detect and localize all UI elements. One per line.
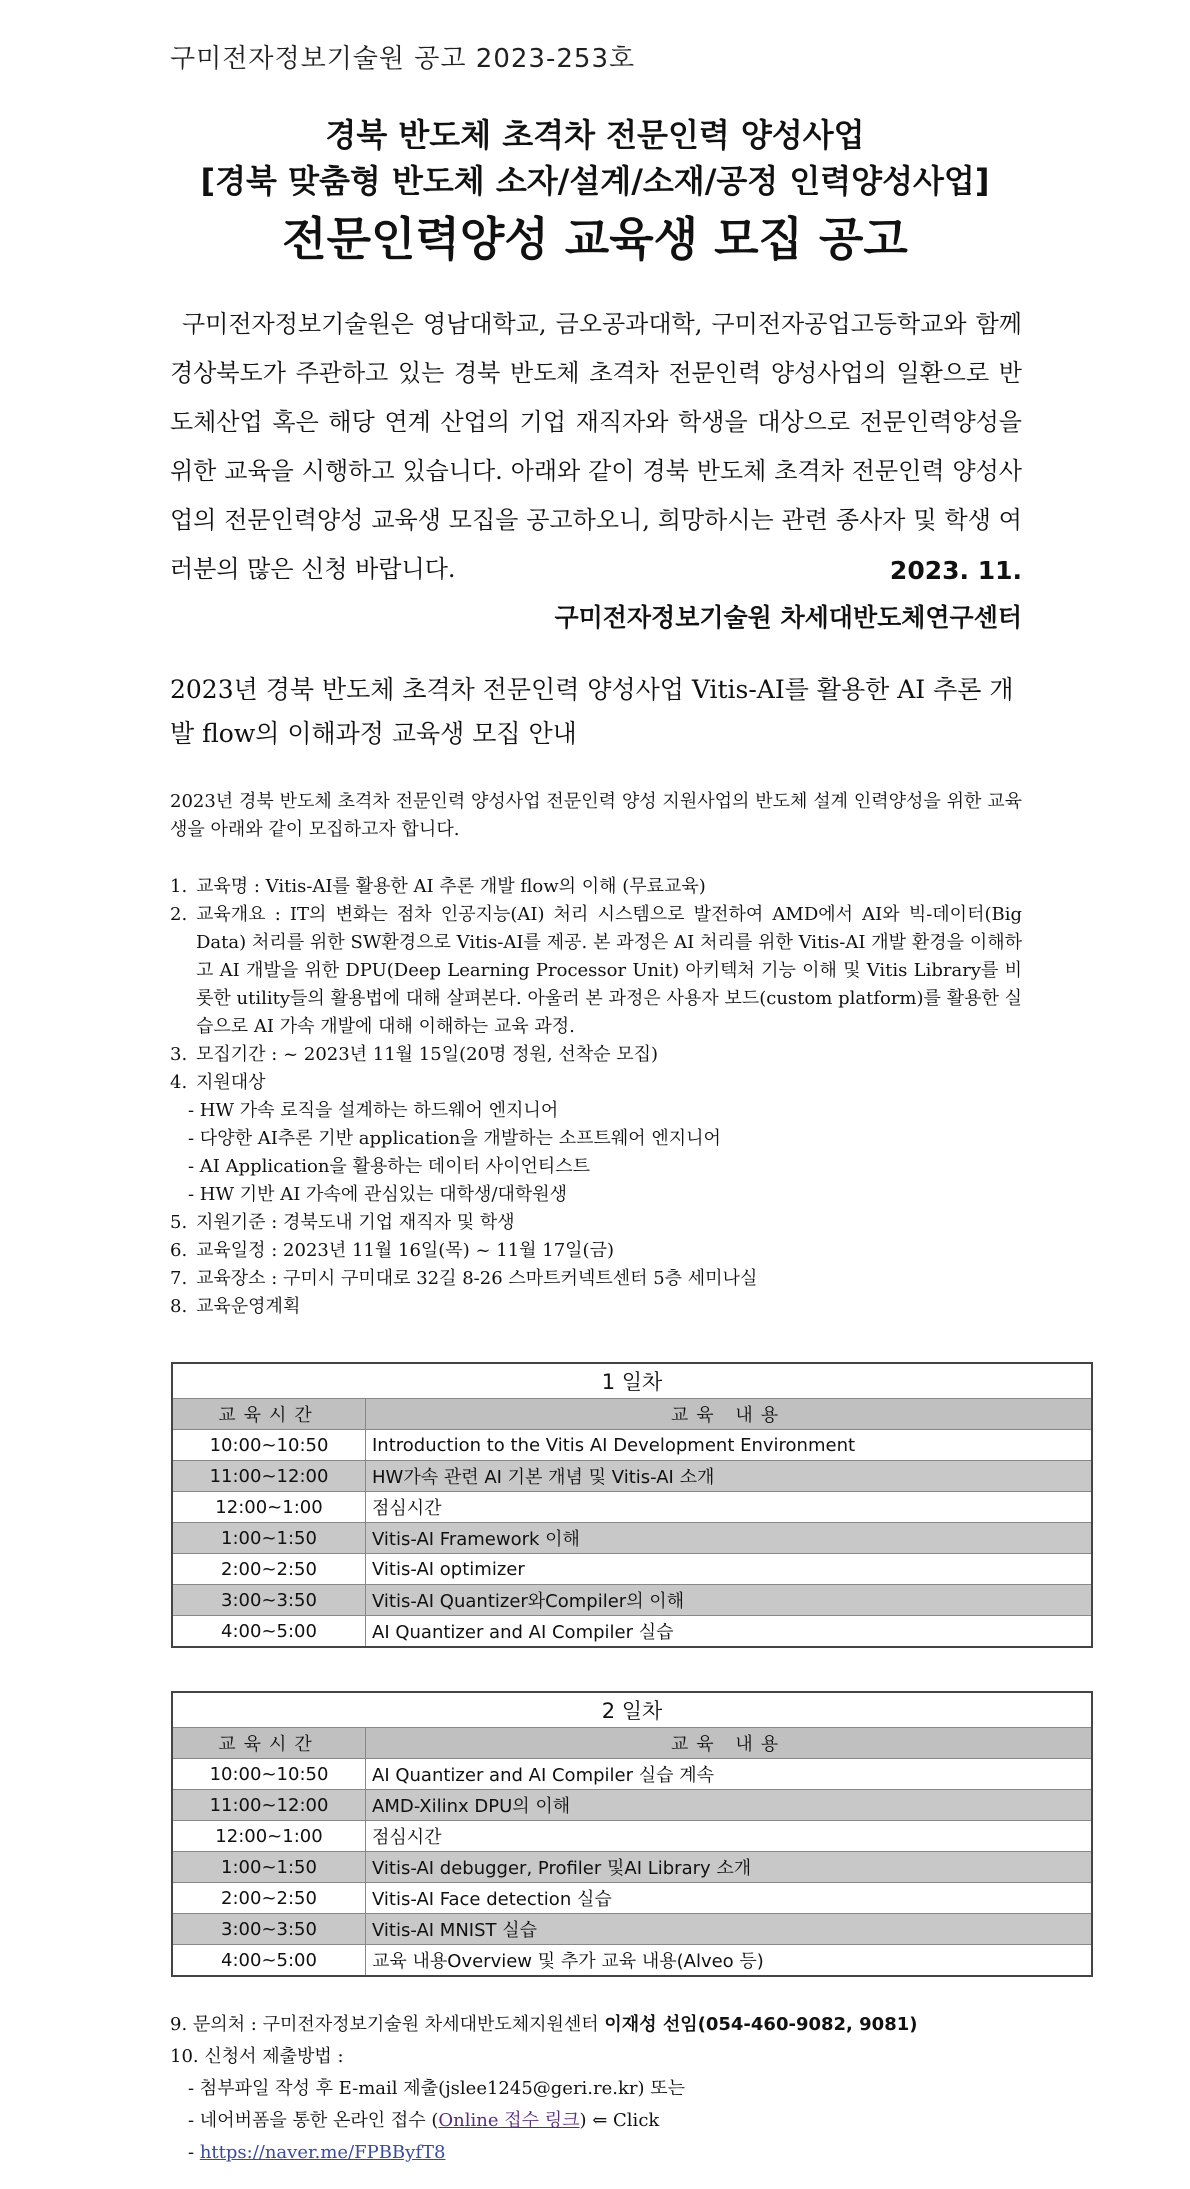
list-item xyxy=(170,1041,1022,1069)
url-dash: - xyxy=(188,2142,200,2163)
row-content: 점심시간 xyxy=(366,1492,1093,1523)
title-block xyxy=(0,112,1190,272)
submission-label: 신청서 제출방법 : xyxy=(204,2046,344,2067)
row-content: AI Quantizer and AI Compiler 실습 xyxy=(366,1616,1093,1648)
schedule-table-day1 xyxy=(171,1362,1093,1648)
intro-paragraph: 구미전자정보기술원은 영남대학교, 금오공과대학, 구미전자공업고등학교와 함께 경상북도가 주관하고 있는 경북 반도체 초격차 전문인력 양성사업의 일환으로 반도체산업 혹은 해당 연계 산업의 기업 재직자와 학생을 대상으로 전문인력양성을 위한 교육을 시행하고 있습니다. 아래와 같이 경북 반도체 초격차 전문인력 양성사업의 전문인력양성 교육생 모집을 공고하오니, 희망하시는 관련 종사자 및 학생 여러분의 많은 신청 바랍니다. xyxy=(170,310,1022,583)
contact-label: 문의처 : 구미전자정보기술원 차세대반도체지원센터 xyxy=(192,2014,599,2035)
table-row xyxy=(172,1945,1092,1977)
table-row xyxy=(172,1461,1092,1492)
click-hint: ) ⇐ Click xyxy=(579,2110,660,2131)
item-text: 교육명 : Vitis-AI를 활용한 AI 추론 개발 flow의 이해 (무료교육) xyxy=(196,876,706,897)
header-content: 교육 내용 xyxy=(366,1728,1093,1759)
target-item: - HW 기반 AI 가속에 관심있는 대학생/대학원생 xyxy=(188,1184,567,1205)
row-time: 11:00~12:00 xyxy=(172,1461,366,1492)
day-title: 2 일차 xyxy=(172,1692,1092,1728)
row-content: 교육 내용Overview 및 추가 교육 내용(Alveo 등) xyxy=(366,1945,1093,1977)
item-text: 지원기준 : 경북도내 기업 재직자 및 학생 xyxy=(196,1212,515,1233)
table-row xyxy=(172,1759,1092,1790)
row-time: 1:00~1:50 xyxy=(172,1523,366,1554)
row-content: Vitis-AI optimizer xyxy=(366,1554,1093,1585)
table-row xyxy=(172,1852,1092,1883)
submission-item xyxy=(170,2041,1040,2073)
item-number: 9. xyxy=(170,2014,188,2035)
contact-section xyxy=(170,2009,1040,2169)
row-content: Vitis-AI Quantizer와Compiler의 이해 xyxy=(366,1585,1093,1616)
item-text: 교육장소 : 구미시 구미대로 32길 8-26 스마트커넥트센터 5층 세미나실 xyxy=(196,1268,758,1289)
row-content: Vitis-AI Framework 이해 xyxy=(366,1523,1093,1554)
row-content: Introduction to the Vitis AI Development Environment xyxy=(366,1430,1093,1461)
title-line-2: [경북 맞춤형 반도체 소자/설계/소재/공정 인력양성사업] xyxy=(200,162,990,200)
item-number: 6. xyxy=(170,1240,188,1261)
row-content: AI Quantizer and AI Compiler 실습 계속 xyxy=(366,1759,1093,1790)
item-text: 교육개요 : IT의 변화는 점차 인공지능(AI) 처리 시스템으로 발전하여 AMD에서 AI와 빅-데이터(Big Data) 처리를 위한 SW환경으로 Vitis-AI를 제공. 본 과정은 AI 처리를 위한 Vitis-AI 개발 환경을 이해하고 AI 개발을 위한 DPU(Deep Learning Processor Unit) 아키텍처 기능 이해 및 Vitis Library를 비롯한 utility들의 활용법에 대해 살펴본다. 아울러 본 과정은 사용자 보드(custom platform)를 활용한 실습으로 AI 가속 개발에 대해 이해하는 교육 과정. xyxy=(196,904,1022,1037)
item-text: 교육운영계획 xyxy=(196,1296,301,1317)
email-address[interactable]: (jslee1245@geri.re.kr) 또는 xyxy=(438,2078,686,2099)
submission-online-line xyxy=(170,2105,1040,2137)
section-subtitle: 2023년 경북 반도체 초격차 전문인력 양성사업 Vitis-AI를 활용한 AI 추론 개발 flow의 이해과정 교육생 모집 안내 xyxy=(170,675,1014,748)
row-time: 1:00~1:50 xyxy=(172,1852,366,1883)
row-content: Vitis-AI debugger, Profiler 및AI Library 소개 xyxy=(366,1852,1093,1883)
table-row xyxy=(172,1914,1092,1945)
table-row xyxy=(172,1883,1092,1914)
row-time: 2:00~2:50 xyxy=(172,1883,366,1914)
naver-form-url-link[interactable]: https://naver.me/FPBByfT8 xyxy=(199,2142,446,2163)
target-item: - HW 가속 로직을 설계하는 하드웨어 엔지니어 xyxy=(188,1100,559,1121)
list-item xyxy=(170,1265,1022,1293)
item-text: 교육일정 : 2023년 11월 16일(목) ~ 11월 17일(금) xyxy=(196,1240,614,1261)
row-time: 11:00~12:00 xyxy=(172,1790,366,1821)
list-item xyxy=(170,1069,1022,1097)
row-time: 2:00~2:50 xyxy=(172,1554,366,1585)
row-content: Vitis-AI MNIST 실습 xyxy=(366,1914,1093,1945)
table-row xyxy=(172,1430,1092,1461)
table-row xyxy=(172,1616,1092,1648)
table-row xyxy=(172,1790,1092,1821)
row-time: 12:00~1:00 xyxy=(172,1492,366,1523)
item-text: 모집기간 : ~ 2023년 11월 15일(20명 정원, 선착순 모집) xyxy=(196,1044,659,1065)
row-time: 3:00~3:50 xyxy=(172,1914,366,1945)
info-list xyxy=(170,873,1022,1321)
table-row xyxy=(172,1585,1092,1616)
row-content: HW가속 관련 AI 기본 개념 및 Vitis-AI 소개 xyxy=(366,1461,1093,1492)
item-number: 2. xyxy=(170,904,188,925)
submission-email-line xyxy=(170,2073,1040,2105)
row-time: 10:00~10:50 xyxy=(172,1430,366,1461)
row-time: 12:00~1:00 xyxy=(172,1821,366,1852)
list-item xyxy=(170,1293,1022,1321)
day-title: 1 일차 xyxy=(172,1363,1092,1399)
row-time: 4:00~5:00 xyxy=(172,1616,366,1648)
issuing-organization: 구미전자정보기술원 차세대반도체연구센터 xyxy=(554,603,1022,632)
list-item xyxy=(170,1209,1022,1237)
section-lead: 2023년 경북 반도체 초격차 전문인력 양성사업 전문인력 양성 지원사업의 반도체 설계 인력양성을 위한 교육생을 아래와 같이 모집하고자 합니다. xyxy=(170,791,1022,840)
page-title: 전문인력양성 교육생 모집 공고 xyxy=(282,212,908,266)
item-number: 5. xyxy=(170,1212,188,1233)
row-time: 10:00~10:50 xyxy=(172,1759,366,1790)
schedule-table-day2 xyxy=(171,1691,1093,1977)
notice-number: 구미전자정보기술원 공고 2023-253호 xyxy=(170,44,636,74)
item-number: 10. xyxy=(170,2046,199,2067)
item-number: 8. xyxy=(170,1296,188,1317)
header-content: 교육 내용 xyxy=(366,1399,1093,1430)
contact-item xyxy=(170,2009,1040,2041)
item-number: 7. xyxy=(170,1268,188,1289)
list-item xyxy=(170,901,1022,1041)
row-content: AMD-Xilinx DPU의 이해 xyxy=(366,1790,1093,1821)
row-time: 3:00~3:50 xyxy=(172,1585,366,1616)
target-item: - 다양한 AI추론 기반 application을 개발하는 소프트웨어 엔지니어 xyxy=(188,1128,721,1149)
submission-url-line xyxy=(170,2137,1040,2169)
list-item xyxy=(170,1237,1022,1265)
email-instruction: - 첨부파일 작성 후 E-mail 제출 xyxy=(188,2078,439,2099)
online-apply-link[interactable]: Online 접수 링크 xyxy=(438,2110,580,2131)
table-row xyxy=(172,1821,1092,1852)
header-time: 교육시간 xyxy=(172,1399,366,1430)
table-row xyxy=(172,1492,1092,1523)
table-row xyxy=(172,1523,1092,1554)
online-instruction: - 네어버폼을 통한 온라인 접수 ( xyxy=(188,2110,439,2131)
item-text: 지원대상 xyxy=(196,1072,266,1093)
target-item: - AI Application을 활용하는 데이터 사이언티스트 xyxy=(188,1156,591,1177)
list-item xyxy=(170,873,1022,901)
item-number: 4. xyxy=(170,1072,188,1093)
header-time: 교육시간 xyxy=(172,1728,366,1759)
row-content: 점심시간 xyxy=(366,1821,1093,1852)
notice-date: 2023. 11. xyxy=(889,556,1022,585)
title-line-1: 경북 반도체 초격차 전문인력 양성사업 xyxy=(325,116,865,154)
row-time: 4:00~5:00 xyxy=(172,1945,366,1977)
item-number: 1. xyxy=(170,876,188,897)
contact-person: 이재성 선임(054-460-9082, 9081) xyxy=(604,2014,918,2035)
item-number: 3. xyxy=(170,1044,188,1065)
table-row xyxy=(172,1554,1092,1585)
row-content: Vitis-AI Face detection 실습 xyxy=(366,1883,1093,1914)
